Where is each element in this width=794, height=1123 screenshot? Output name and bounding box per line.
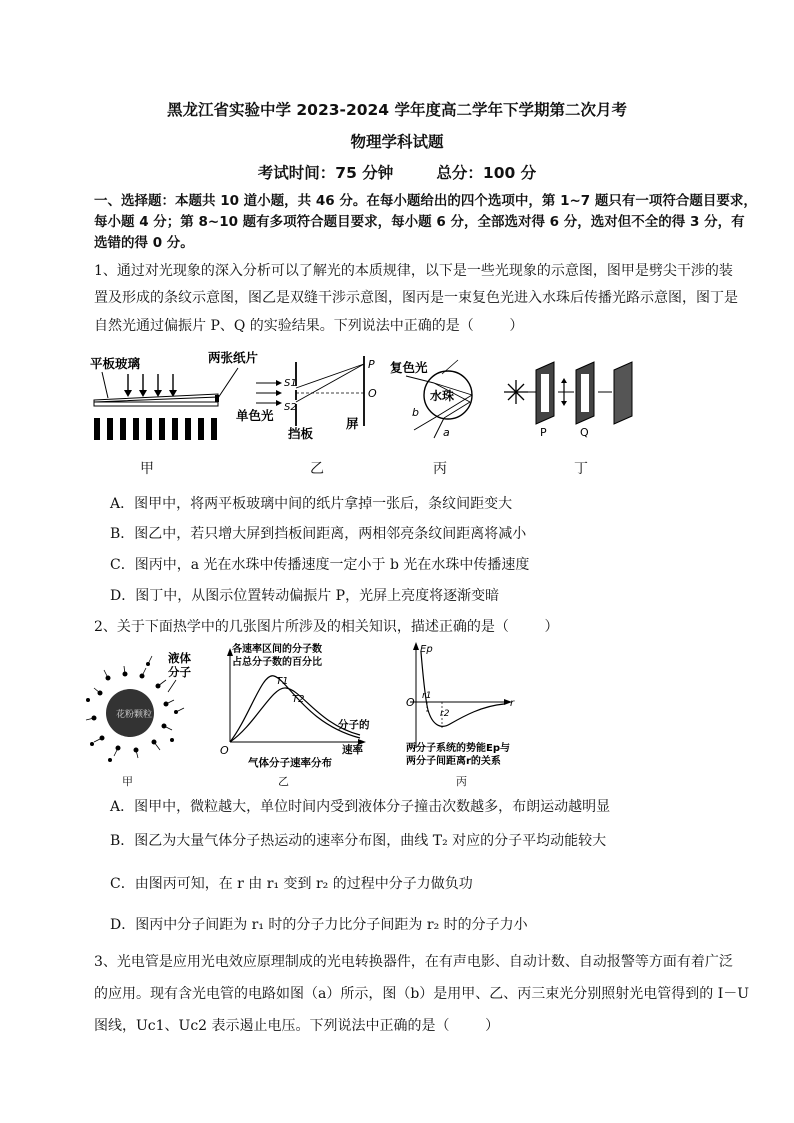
label-liquid: 液体 — [168, 651, 191, 665]
label-ylabel-1: 各速率区间的分子数 — [232, 644, 322, 655]
label-caption-2: 两分子间距离r的关系 — [406, 756, 501, 767]
section1-line2: 每小题 4 分；第 8~10 题有多项符合题目要求，每小题 6 分，全部选对得 6 分，选对但不全的得 3 分，有 — [94, 214, 745, 230]
label-light: 单色光 — [236, 408, 274, 423]
q2-option-b: B．图乙为大量气体分子热运动的速率分布图，曲线 T₂ 对应的分子平均动能较大 — [110, 833, 607, 849]
q1-option-b: B．图乙中，若只增大屏到挡板间距离，两相邻亮条纹间距离将减小 — [110, 526, 527, 542]
q1-label-yi: 乙 — [310, 461, 324, 477]
label-o: O — [368, 387, 377, 400]
label-s1: S1 — [284, 378, 297, 389]
label-caption: 气体分子速率分布 — [248, 757, 332, 769]
q2-option-a: A．图甲中，微粒越大，单位时间内受到液体分子撞击次数越多，布朗运动越明显 — [110, 799, 611, 815]
page-title: 黑龙江省实验中学 2023-2024 学年度高二学年下学期第二次月考 — [166, 101, 627, 119]
figure-water-drop — [390, 360, 472, 439]
q2-option-d: D．图丙中分子间距为 r₁ 时的分子力比分子间距为 r₂ 时的分子力小 — [110, 917, 528, 933]
label-baffle: 挡板 — [288, 426, 314, 441]
label-drop: 水珠 — [430, 389, 455, 403]
figure-potential-energy — [406, 642, 515, 767]
q2-label-jia: 甲 — [122, 775, 133, 788]
section1-line3: 选错的得 0 分。 — [94, 235, 194, 251]
label-polarizer-p: P — [540, 426, 547, 439]
section1-line1: 一、选择题：本题共 10 道小题，共 46 分。在每小题给出的四个选项中，第 1~7 题只有一项符合题目要求， — [94, 193, 757, 209]
label-r: r — [510, 698, 515, 709]
label-ep: Ep — [420, 644, 433, 655]
q2-option-c: C．由图丙可知，在 r 由 r₁ 变到 r₂ 的过程中分子力做负功 — [110, 876, 473, 892]
figure-brownian — [86, 651, 191, 762]
q1-label-jia: 甲 — [140, 461, 154, 477]
label-polarizer-q: Q — [580, 426, 589, 439]
figure-double-slit — [236, 356, 377, 441]
label-xlabel-1: 分子的 — [338, 719, 370, 731]
q1-figures — [88, 350, 648, 480]
q1-option-a: A．图甲中，将两平板玻璃中间的纸片拿掉一张后，条纹间距变大 — [110, 496, 513, 512]
label-ylabel-2: 占总分子数的百分比 — [232, 657, 322, 668]
figure-wedge-interference — [90, 350, 259, 440]
label-r2: r2 — [440, 709, 450, 719]
q2-figures — [80, 638, 540, 788]
q1-stem-line2: 置及形成的条纹示意图，图乙是双缝干涉示意图，图丙是一束复色光进入水珠后传播光路示意图，图丁是 — [94, 290, 738, 306]
label-molecule: 分子 — [168, 665, 191, 679]
q1-option-d: D．图丁中，从图示位置转动偏振片 P，光屏上亮度将逐渐变暗 — [110, 588, 500, 604]
page-subtitle: 物理学科试题 — [350, 133, 444, 151]
q3-stem-line3: 图线，Uc1、Uc2 表示遏止电压。下列说法中正确的是（ ） — [94, 1018, 500, 1034]
label-s2: S2 — [284, 402, 297, 413]
label-paper: 两张纸片 — [208, 350, 259, 365]
figure-speed-distribution — [220, 642, 370, 769]
label-screen: 屏 — [346, 416, 359, 431]
q2-stem: 2、关于下面热学中的几张图片所涉及的相关知识，描述正确的是（ ） — [94, 619, 559, 635]
label-xlabel-2: 速率 — [342, 744, 363, 756]
q1-option-c: C．图丙中，a 光在水珠中传播速度一定小于 b 光在水珠中传播速度 — [110, 557, 530, 573]
q1-stem-line3: 自然光通过偏振片 P、Q 的实验结果。下列说法中正确的是（ ） — [94, 318, 524, 334]
label-t1: T1 — [276, 676, 289, 687]
figure-polarizer — [504, 362, 632, 439]
q2-label-bing: 丙 — [456, 775, 467, 788]
q1-stem-line1: 1、通过对光现象的深入分析可以了解光的本质规律，以下是一些光现象的示意图，图甲是劈尖干涉的装 — [94, 263, 733, 279]
label-caption-1: 两分子系统的势能Ep与 — [406, 743, 510, 754]
label-origin-bing: O — [406, 696, 415, 709]
q1-label-ding: 丁 — [574, 461, 588, 477]
q1-label-bing: 丙 — [433, 461, 447, 477]
label-glass: 平板玻璃 — [90, 356, 141, 371]
q2-label-yi: 乙 — [278, 775, 289, 788]
label-particle: 花粉颗粒 — [116, 710, 153, 720]
exam-info: 考试时间：75 分钟 总分：100 分 — [257, 164, 537, 182]
label-origin: O — [220, 744, 229, 757]
label-p: P — [368, 358, 375, 371]
q3-stem-line1: 3、光电管是应用光电效应原理制成的光电转换器件，在有声电影、自动计数、自动报警等方面有着广泛 — [94, 954, 733, 970]
label-t2: T2 — [292, 694, 305, 705]
q3-stem-line2: 的应用。现有含光电管的电路如图（a）所示，图（b）是用甲、乙、丙三束光分别照射光电管得到的 I－U — [94, 986, 750, 1002]
label-complex-light: 复色光 — [390, 360, 428, 375]
label-a: a — [443, 426, 450, 439]
label-r1: r1 — [422, 691, 432, 701]
label-b: b — [412, 406, 419, 419]
